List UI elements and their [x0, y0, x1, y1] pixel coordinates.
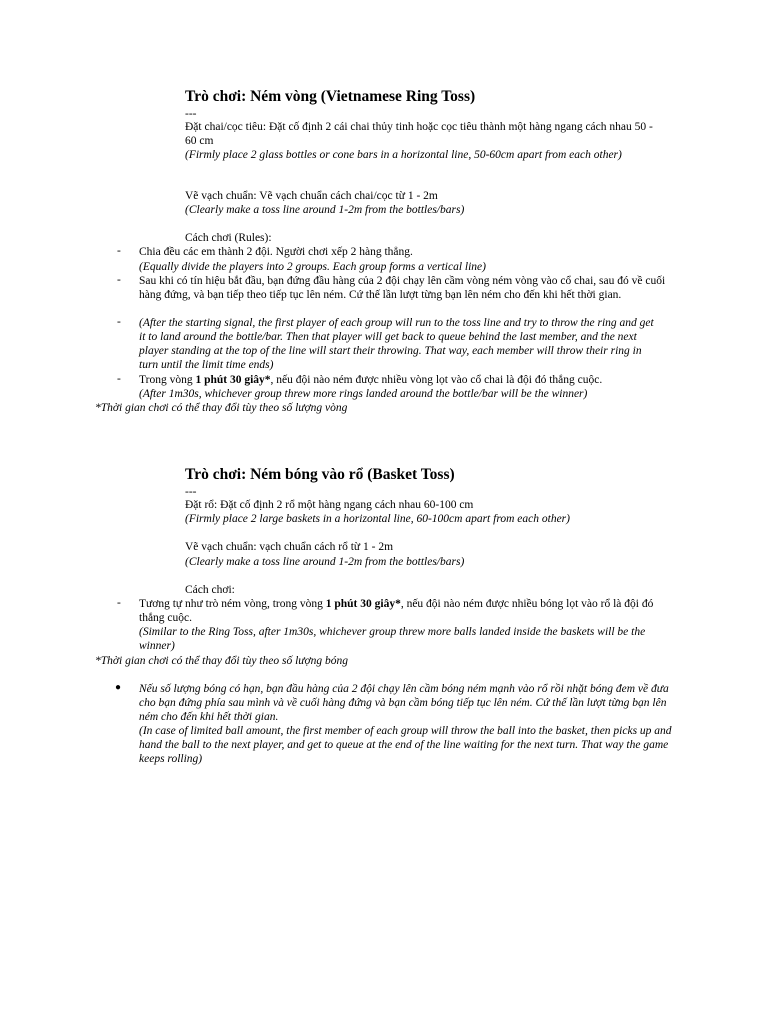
section2-place-en: (Firmly place 2 large baskets in a horizontal line, 60-100cm apart from each other) — [185, 513, 570, 525]
limited-ball-en: (In case of limited ball amount, the first member of each group will throw the ball into the basket, then picks up and hand the ball to the next player, and get to queue at the end of the line waiting for the next turn. That way the game keeps rolling) — [139, 725, 672, 765]
section2-rules-heading: Cách chơi: — [185, 584, 235, 596]
section1-title: Trò chơi: Ném vòng (Vietnamese Ring Toss) — [185, 88, 476, 105]
section1-line-vi: Vẽ vạch chuẩn: Vẽ vạch chuẩn cách chai/cọc từ 1 - 2m — [185, 190, 438, 202]
rule2-vi: Sau khi có tín hiệu bắt đầu, bạn đứng đầu hàng của 2 đội chạy lên cầm vòng ném vòng vào cổ chai, sau đó về cuối hàng đứng, và bạn tiếp theo tiếp tục lên ném. Cứ thế lần lượt từng bạn lên ném cho đến khi hết thời gian. — [139, 275, 666, 301]
bullet-marker: - — [117, 274, 121, 286]
bullet-marker: - — [117, 597, 121, 609]
basket-rule-en: (Similar to the Ring Toss, after 1m30s, whichever group threw more balls landed inside the baskets will be the winner) — [139, 626, 646, 652]
rule4-vi — [139, 373, 602, 387]
limited-ball-vi: Nếu số lượng bóng có hạn, bạn đầu hàng của 2 đội chạy lên cầm bóng ném mạnh vào rổ rồi nhặt bóng đem về đưa cho bạn đứng phía sau mình và về cuối hàng đứng và bạn cầm bóng tiếp tục lên ném. Cứ thế lần lượt từng bạn lên ném cho đến khi hết thời gian. — [139, 683, 669, 723]
bullet-marker: - — [117, 316, 121, 328]
basket-rule-vi — [139, 597, 675, 625]
rule1-en: (Equally divide the players into 2 groups. Each group forms a vertical line) — [139, 261, 486, 273]
bullet-marker: - — [117, 245, 121, 257]
section2-title: Trò chơi: Ném bóng vào rổ (Basket Toss) — [185, 466, 455, 483]
section2-line-vi: Vẽ vạch chuẩn: vạch chuẩn cách rổ từ 1 - 2m — [185, 541, 394, 553]
section1-rules-heading: Cách chơi (Rules): — [185, 232, 272, 244]
rule4-en: (After 1m30s, whichever group threw more rings landed around the bottle/bar will be the winner) — [139, 388, 588, 400]
rule1-vi: Chia đều các em thành 2 đội. Người chơi xếp 2 hàng thẳng. — [139, 246, 413, 258]
rule4-vi-bold: 1 phút 30 giây* — [195, 374, 271, 386]
section2-separator: --- — [185, 486, 197, 498]
section2-note: *Thời gian chơi có thể thay đổi tùy theo số lượng bóng — [95, 655, 349, 667]
section1-place-vi: Đặt chai/cọc tiêu: Đặt cố định 2 cái chai thủy tinh hoặc cọc tiêu thành một hàng ngang cách nhau 50 - 60 cm — [185, 121, 653, 147]
section1-line-en: (Clearly make a toss line around 1-2m from the bottles/bars) — [185, 204, 465, 216]
section1-place-en: (Firmly place 2 glass bottles or cone bars in a horizontal line, 50-60cm apart from each other) — [185, 149, 622, 161]
rule4-vi-post: , nếu đội nào ném được nhiều vòng lọt vào cổ chai là đội đó thắng cuộc. — [270, 374, 603, 386]
section1-note: *Thời gian chơi có thể thay đổi tùy theo số lượng vòng — [95, 402, 348, 414]
basket-rule-vi-post: , nếu đội nào ném được nhiều bóng lọt vào rổ là đội đó thắng cuộc. — [139, 598, 654, 624]
rule4-vi-pre: Trong vòng — [139, 374, 196, 386]
section2-place-vi: Đặt rổ: Đặt cố định 2 rổ một hàng ngang cách nhau 60-100 cm — [185, 499, 474, 511]
section1-separator: --- — [185, 108, 197, 120]
bullet-marker: - — [117, 373, 121, 385]
basket-rule-vi-pre: Tương tự như trò ném vòng, trong vòng — [139, 598, 326, 610]
section2-line-en: (Clearly make a toss line around 1-2m from the bottles/bars) — [185, 556, 465, 568]
rule3-en: (After the starting signal, the first player of each group will run to the toss line and try to throw the ring and get it to land around the bottle/bar. Then that player will get back to queue behind the last member, and the next player standing at the top of the line will start their throwing. That way, each member will throw their ring in turn until the limit time ends) — [139, 317, 654, 371]
basket-rule-vi-bold: 1 phút 30 giây* — [325, 598, 401, 610]
dot-bullet-marker: ● — [115, 682, 122, 693]
